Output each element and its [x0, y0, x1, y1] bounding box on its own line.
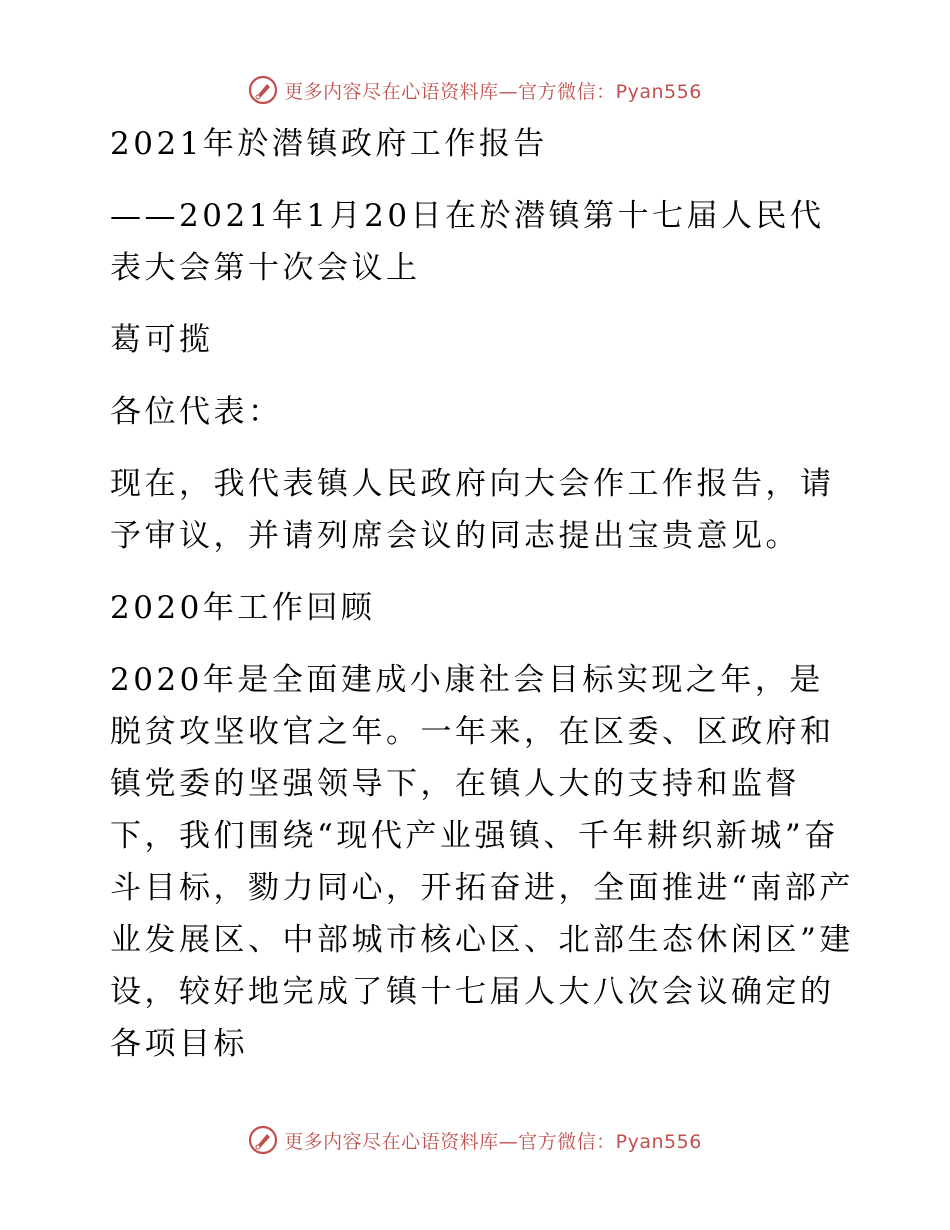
banner-text: 更多内容尽在心语资料库—官方微信：Pyan556	[284, 80, 702, 103]
pen-logo-icon	[248, 1125, 278, 1155]
banner-inner	[248, 1125, 702, 1155]
document-subtitle: ——2021年1月20日在於潜镇第十七届人民代表大会第十次会议上	[110, 198, 825, 286]
section-heading: 2020年工作回顾	[110, 590, 376, 626]
intro-paragraph: 现在，我代表镇人民政府向大会作工作报告，请予审议，并请列席会议的同志提出宝贵意见。	[110, 466, 835, 554]
pen-logo-icon	[248, 75, 278, 105]
document-title: 2021年於潜镇政府工作报告	[110, 126, 548, 162]
document-body	[98, 118, 858, 1090]
body-paragraph: 2020年是全面建成小康社会目标实现之年，是脱贫攻坚收官之年。一年来，在区委、区政府和镇党委的坚强领导下，在镇人大的支持和监督下，我们围绕“现代产业强镇、千年耕织新城”奋斗目标，勠力同心，开拓奋进，全面推进“南部产业发展区、中部城市核心区、北部生态休闲区”建设，较好地完成了镇十七届人大八次会议确定的各项目标	[110, 662, 854, 1062]
header-banner	[0, 70, 950, 110]
salutation: 各位代表：	[110, 394, 283, 430]
footer-banner	[0, 1120, 950, 1160]
author-name: 葛可揽	[110, 322, 214, 358]
banner-inner	[248, 75, 702, 105]
banner-text: 更多内容尽在心语资料库—官方微信：Pyan556	[284, 1130, 702, 1153]
